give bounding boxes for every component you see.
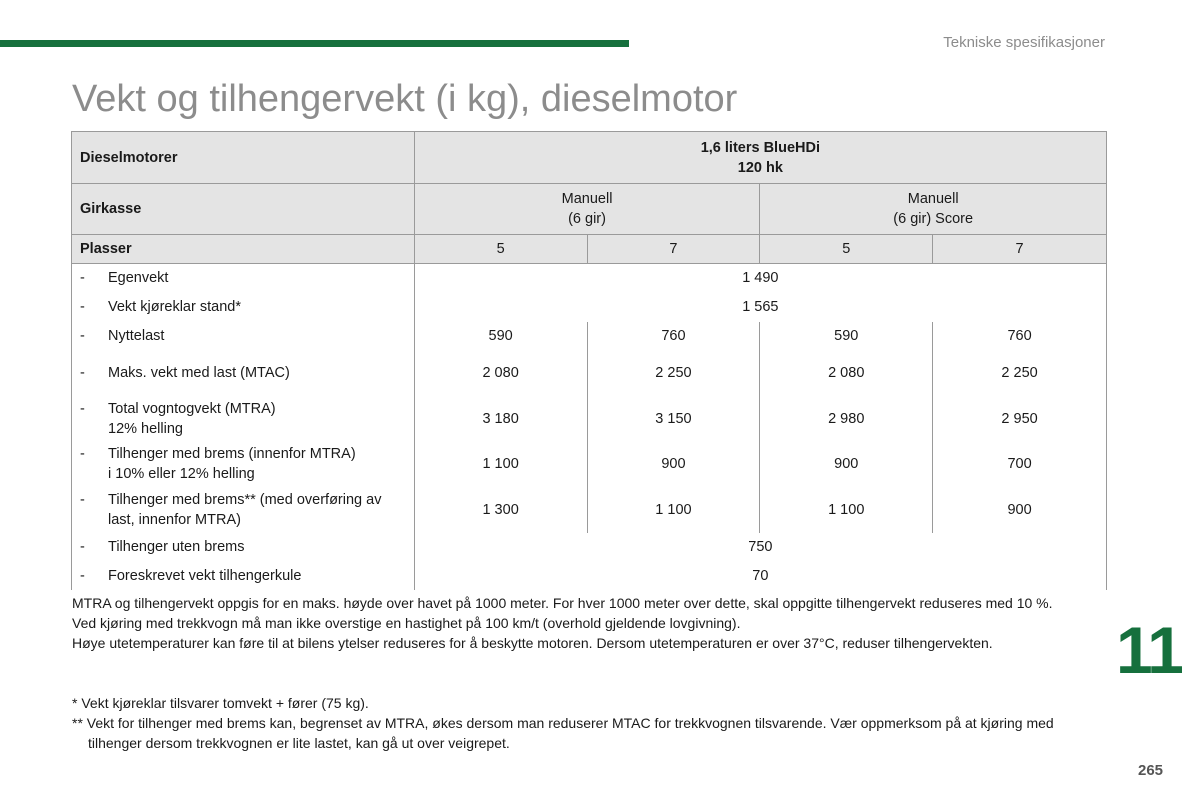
row-label-text: Egenvekt — [108, 270, 169, 287]
row-label-text: Maks. vekt med last (MTAC) — [108, 365, 290, 381]
engine-header-row — [72, 132, 1107, 184]
row-value: 900 — [933, 487, 1107, 533]
table-row — [72, 322, 1107, 351]
row-label-text-2: last, innenfor MTRA) — [108, 511, 241, 528]
gearbox-line2: (6 gir) — [568, 211, 606, 227]
row-value: 2 980 — [760, 396, 933, 442]
note-paragraph: Ved kjøring med trekkvogn må man ikke overstige en hastighet på 100 km/t (overhold gjeldende lovgivning). — [72, 615, 741, 631]
row-dash: - — [80, 365, 85, 381]
row-value: 760 — [933, 322, 1107, 351]
row-value: 2 080 — [414, 351, 587, 396]
row-label — [72, 264, 415, 293]
table-row — [72, 264, 1107, 293]
row-label-text: Tilhenger uten brems — [108, 539, 245, 555]
row-value: 2 250 — [587, 351, 760, 396]
row-label — [72, 351, 415, 396]
row-value: 2 250 — [933, 351, 1107, 396]
row-label-text: Tilhenger med brems** (med overføring av — [108, 491, 382, 508]
footnotes — [72, 693, 1092, 753]
table-row — [72, 293, 1107, 322]
row-label — [72, 396, 415, 442]
gearbox-cell — [760, 184, 1107, 235]
seats-cell: 5 — [760, 235, 933, 264]
row-value: 3 180 — [414, 396, 587, 442]
spec-table — [71, 131, 1107, 590]
page-title: Vekt og tilhengervekt (i kg), dieselmotor — [72, 78, 738, 120]
seats-cell: 7 — [587, 235, 760, 264]
row-label-text-2: 12% helling — [108, 420, 183, 437]
table-row — [72, 533, 1107, 562]
row-dash: - — [80, 400, 85, 417]
row-value: 900 — [760, 442, 933, 487]
engine-value — [414, 132, 1106, 184]
row-label — [72, 442, 415, 487]
row-dash: - — [80, 270, 85, 287]
table-row — [72, 396, 1107, 442]
row-span-value: 1 490 — [414, 264, 1106, 293]
row-value: 700 — [933, 442, 1107, 487]
row-value: 3 150 — [587, 396, 760, 442]
row-span-value: 70 — [414, 562, 1106, 590]
row-label-text: Tilhenger med brems (innenfor MTRA) — [108, 446, 356, 462]
seats-header-row — [72, 235, 1107, 264]
seats-cell: 7 — [933, 235, 1107, 264]
gearbox-line2: (6 gir) Score — [893, 211, 974, 227]
engine-line1: 1,6 liters BlueHDi — [700, 139, 820, 156]
row-label — [72, 562, 415, 590]
row-value: 590 — [414, 322, 587, 351]
seats-cell: 5 — [414, 235, 587, 264]
note-paragraph: Høye utetemperaturer kan føre til at bilens ytelser reduseres for å beskytte motoren. Dersom utetemperaturen er over 37°C, reduser tilhengervekten. — [72, 635, 993, 651]
gearbox-cell — [414, 184, 760, 235]
table-row — [72, 487, 1107, 533]
row-dash: - — [80, 539, 85, 555]
row-label-text-2: i 10% eller 12% helling — [108, 466, 255, 482]
notes — [72, 593, 1092, 653]
row-dash: - — [80, 446, 85, 462]
row-dash: - — [80, 567, 85, 584]
row-value: 1 100 — [760, 487, 933, 533]
gearbox-label: Girkasse — [72, 184, 415, 235]
chapter-number: 11 — [1116, 613, 1182, 687]
row-value: 1 100 — [414, 442, 587, 487]
row-label-text: Vekt kjøreklar stand* — [108, 299, 241, 315]
row-dash: - — [80, 299, 85, 315]
row-label-text: Nyttelast — [108, 328, 165, 344]
row-label — [72, 533, 415, 562]
row-value: 1 100 — [587, 487, 760, 533]
row-value: 760 — [587, 322, 760, 351]
row-value: 2 950 — [933, 396, 1107, 442]
note-paragraph: MTRA og tilhengervekt oppgis for en maks. høyde over havet på 1000 meter. For hver 1000 meter over dette, skal oppgitte tilhengervekt reduseres med 10 %. — [72, 595, 1053, 611]
row-label — [72, 293, 415, 322]
footnote: ** Vekt for tilhenger med brems kan, begrenset av MTRA, økes dersom man reduserer MTAC for trekkvognen tilsvarende. Vær oppmerksom på at kjøring med tilhenger dersom trekkvognen er lite lastet, kan gå ut over veigrepet. — [72, 715, 1054, 751]
seats-label: Plasser — [72, 235, 415, 264]
row-label — [72, 487, 415, 533]
row-label-text: Foreskrevet vekt tilhengerkule — [108, 567, 302, 584]
section-title: Tekniske spesifikasjoner — [943, 34, 1105, 51]
accent-bar — [0, 40, 629, 47]
table-row — [72, 442, 1107, 487]
row-value: 590 — [760, 322, 933, 351]
gearbox-header-row — [72, 184, 1107, 235]
gearbox-line1: Manuell — [907, 191, 959, 207]
row-value: 1 300 — [414, 487, 587, 533]
row-label-text: Total vogntogvekt (MTRA) — [108, 400, 276, 417]
engine-line2: 120 hk — [737, 159, 783, 176]
table-row — [72, 562, 1107, 590]
engine-label: Dieselmotorer — [72, 132, 415, 184]
footnote: * Vekt kjøreklar tilsvarer tomvekt + fører (75 kg). — [72, 695, 369, 711]
row-value: 900 — [587, 442, 760, 487]
row-dash: - — [80, 328, 85, 344]
row-value: 2 080 — [760, 351, 933, 396]
row-label — [72, 322, 415, 351]
page-number: 265 — [1138, 762, 1164, 779]
row-span-value: 750 — [414, 533, 1106, 562]
row-dash: - — [80, 491, 85, 508]
row-span-value: 1 565 — [414, 293, 1106, 322]
table-row — [72, 351, 1107, 396]
gearbox-line1: Manuell — [561, 191, 613, 207]
